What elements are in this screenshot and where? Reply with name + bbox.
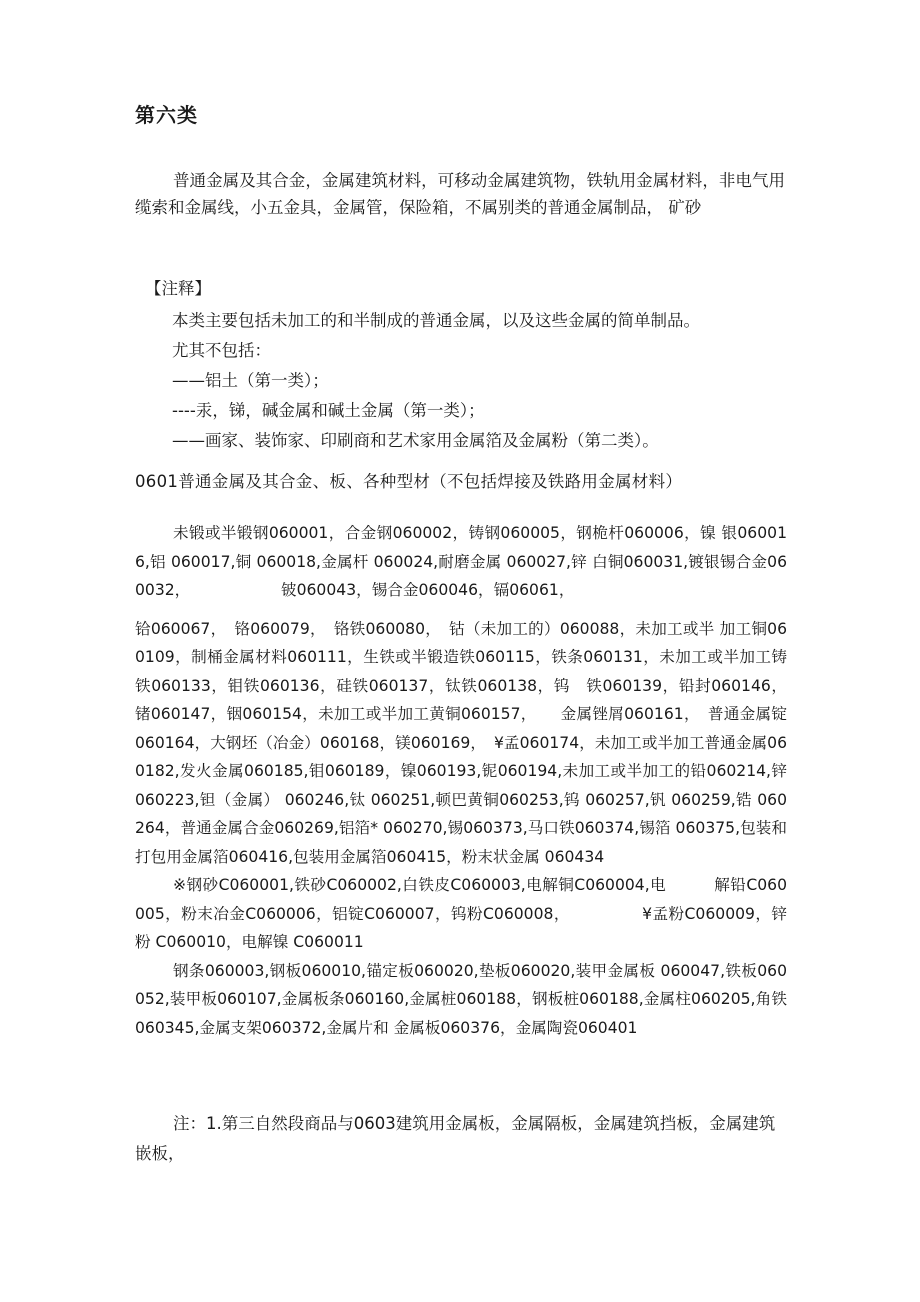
footer-note: 注：1.第三自然段商品与0603建筑用金属板，金属隔板，金属建筑挡板，金属建筑嵌板，	[135, 1114, 776, 1163]
goods-paragraph: 铪060067， 铬060079， 铬铁060080， 钴（未加工的）060088，未加工或半 加工铜060109，制桶金属材料060111，生铁或半锻造铁060115，铁条060131，未加工或半加工铸铁060133，钼铁060136，硅铁060137，钛铁060138，钨 铁060139，铅封060146，锗060147，铟060154，未加工或半加工黄铜060157， 金属锉屑060161， 普通金属锭060164，大钢坯（冶金）060168，镁060169， ¥孟060174，未加工或半加工普通金属060182,发火金属060185,钼060189，镍060193,铌060194,未加工或半加工的铅060214,锌060223,钽（金属） 060246,钛 060251,顿巴黄铜060253,钨 060257,钒 060259,锆 060264，普通金属合金060269,铝箔* 060270,锡060373,马口铁060374,锡箔 060375,包装和打包用金属箔060416,包装用金属箔060415，粉末状金属 060434	[135, 619, 787, 866]
notes-list	[172, 306, 772, 456]
goods-list	[135, 519, 787, 1042]
goods-paragraph: 未锻或半锻钢060001，合金钢060002，铸钢060005，钢桅杆060006，镍 银060016,铝 060017,铜 060018,金属杆 060024,耐磨金属 060027,锌 白铜060031,镀银锡合金060032， 铍060043，锡合金060046，镉06061，	[135, 524, 787, 599]
note-line: ——画家、装饰家、印刷商和艺术家用金属箔及金属粉（第二类）。	[172, 431, 659, 450]
class-title: 第六类	[135, 103, 198, 127]
notes-heading: 【注释】	[145, 279, 211, 298]
note-line: 尤其不包括：	[172, 341, 271, 360]
goods-paragraph: ※钢砂C060001,铁砂C060002,白铁皮C060003,电解铜C060004,电 解铅C060005，粉末冶金C060006，铝锭C060007，钨粉C060008， ¥孟粉C060009，锌粉 C060010，电解镍 C060011	[135, 876, 787, 951]
class-description: 普通金属及其合金，金属建筑材料，可移动金属建筑物，铁轨用金属材料，非电气用缆索和金属线，小五金具，金属管，保险箱，不属别类的普通金属制品， 矿砂	[135, 171, 785, 217]
goods-paragraph: 钢条060003,钢板060010,锚定板060020,垫板060020,装甲金属板 060047,铁板060052,装甲板060107,金属板条060160,金属桩060188，钢板桩060188,金属柱060205,角铁060345,金属支架060372,金属片和 金属板060376，金属陶瓷060401	[135, 961, 787, 1037]
note-line: 本类主要包括未加工的和半制成的普通金属，以及这些金属的简单制品。	[172, 311, 700, 330]
subclass-heading: 0601普通金属及其合金、板、各种型材（不包括焊接及铁路用金属材料）	[135, 472, 683, 491]
note-line: ——铝土（第一类）；	[172, 371, 329, 390]
note-line: ----汞，锑，碱金属和碱土金属（第一类）；	[172, 401, 485, 420]
